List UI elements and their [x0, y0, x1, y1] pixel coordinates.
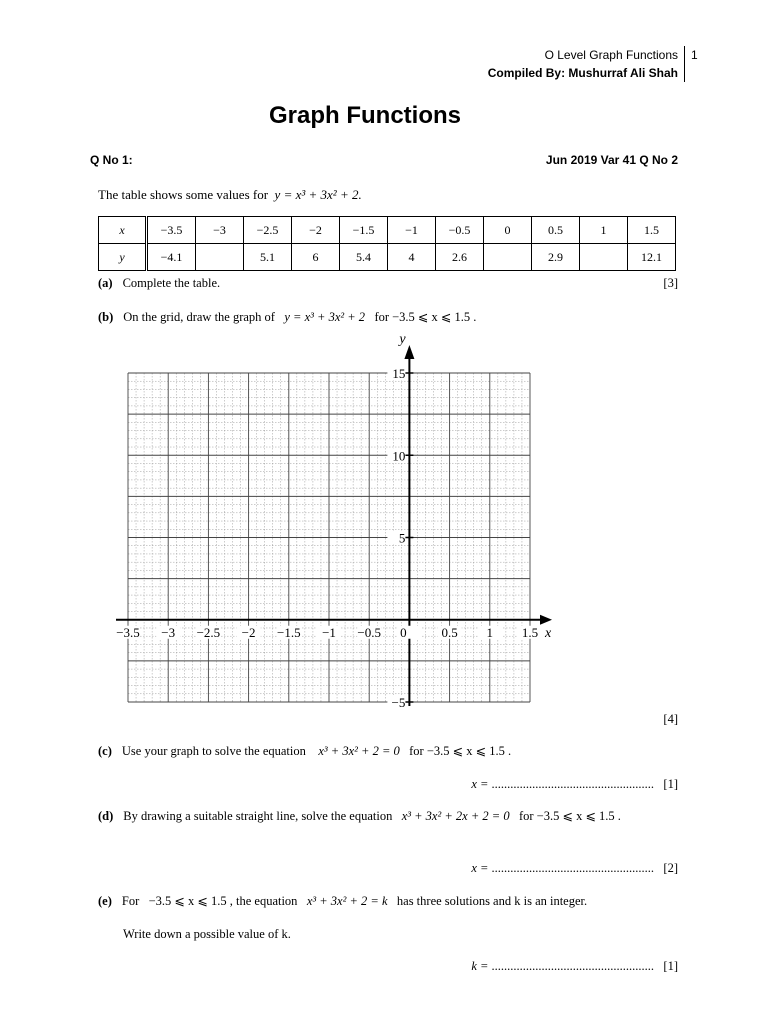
x-tick-label: −2.5 [196, 624, 221, 640]
part-c-text: Use your graph to solve the equation [121, 744, 306, 758]
part-d-answer[interactable] [471, 861, 678, 876]
x-tick-label: 0 [400, 624, 407, 640]
table-cell: 4 [388, 244, 436, 271]
table-cell: −3 [196, 217, 244, 244]
axes [116, 345, 552, 706]
table-cell: −4.1 [147, 244, 196, 271]
header-title: O Level Graph Functions [544, 48, 678, 62]
part-e-answer-line[interactable]: .................................................... [491, 959, 655, 973]
part-c [98, 743, 511, 759]
part-b-marks: [4] [663, 712, 678, 726]
header-author: Compiled By: Mushurraf Ali Shah [487, 66, 678, 80]
x-axis-label: x [545, 625, 552, 641]
part-d-answer-line[interactable]: .................................................... [491, 861, 655, 875]
part-d-marks: [2] [663, 861, 678, 875]
table-cell: 0 [484, 217, 532, 244]
table-cell: −3.5 [147, 217, 196, 244]
part-e-equation: x³ + 3x² + 2 = k [306, 894, 388, 908]
part-a-label: (a) [98, 276, 113, 290]
part-e-label: (e) [98, 894, 112, 908]
x-tick-label: 0.5 [441, 624, 458, 640]
page-title: Graph Functions [269, 102, 461, 129]
table-cell: 0.5 [532, 217, 580, 244]
x-tick-label: −3 [161, 624, 176, 640]
table-cell: 5.4 [340, 244, 388, 271]
x-axis-arrow-icon [540, 615, 552, 625]
part-e [98, 893, 587, 909]
part-c-range: for −3.5 ⩽ x ⩽ 1.5 . [409, 744, 512, 758]
x-tick-label: −1 [322, 624, 336, 640]
part-c-answer-line[interactable]: .................................................... [491, 777, 655, 791]
part-d [98, 808, 621, 824]
question-reference: Jun 2019 Var 41 Q No 2 [545, 153, 678, 167]
part-b-equation: y = x³ + 3x² + 2 [284, 310, 366, 324]
table-cell: 1.5 [628, 217, 676, 244]
part-e-text-start: For [121, 894, 140, 908]
x-tick-label: −3.5 [116, 624, 140, 640]
part-d-equation: x³ + 3x² + 2x + 2 = 0 [401, 809, 510, 823]
part-a-text: Complete the table. [122, 276, 221, 290]
part-d-text: By drawing a suitable straight line, solve the equation [123, 809, 393, 823]
x-tick-label: −0.5 [357, 624, 381, 640]
table-header-y: y [99, 244, 147, 271]
x-tick-label: −1.5 [277, 624, 301, 640]
intro-sentence: The table shows some values for [98, 187, 269, 202]
table-cell: −2 [292, 217, 340, 244]
part-e-range: −3.5 ⩽ x ⩽ 1.5 , the equation [148, 894, 298, 908]
table-header-x: x [99, 217, 147, 244]
table-cell: 12.1 [628, 244, 676, 271]
table-cell: 1 [580, 217, 628, 244]
page-number: 1 [691, 48, 698, 62]
table-cell: 2.9 [532, 244, 580, 271]
y-tick-label: 10 [392, 448, 406, 464]
part-d-answer-prefix: x = [471, 861, 489, 875]
table-cell: −0.5 [436, 217, 484, 244]
part-c-marks: [1] [663, 777, 678, 791]
part-b-text: On the grid, draw the graph of [123, 310, 275, 324]
part-e-marks: [1] [663, 959, 678, 973]
part-c-equation: x³ + 3x² + 2 = 0 [318, 744, 400, 758]
question-number: Q No 1: [90, 153, 133, 167]
part-c-answer[interactable] [471, 777, 678, 792]
x-tick-label: 1.5 [521, 624, 539, 640]
y-tick-label: 15 [392, 366, 406, 381]
x-tick-label: −2 [241, 624, 256, 640]
y-tick-label: −5 [391, 695, 406, 710]
table-cell: −1.5 [340, 217, 388, 244]
part-d-label: (d) [98, 809, 114, 823]
part-d-range: for −3.5 ⩽ x ⩽ 1.5 . [518, 809, 621, 823]
x-tick-label: 1 [486, 624, 494, 640]
part-e-text-end: has three solutions and k is an integer. [396, 894, 588, 908]
tick-labels [116, 332, 552, 710]
part-c-answer-prefix: x = [471, 777, 489, 791]
part-e-prompt: Write down a possible value of k. [123, 927, 291, 941]
intro-equation: y = x³ + 3x² + 2. [274, 187, 362, 202]
part-e-answer[interactable] [471, 959, 678, 974]
y-tick-label: 5 [398, 530, 406, 546]
part-b-range: for −3.5 ⩽ x ⩽ 1.5 . [374, 310, 477, 324]
table-cell: 6 [292, 244, 340, 271]
table-cell: 2.6 [436, 244, 484, 271]
y-axis-arrow-icon [404, 345, 414, 359]
table-cell: −2.5 [244, 217, 292, 244]
part-a-marks: [3] [663, 276, 678, 290]
table-cell: −1 [388, 217, 436, 244]
table-cell: 5.1 [244, 244, 292, 271]
part-b-label: (b) [98, 310, 114, 324]
y-axis-label: y [399, 332, 406, 347]
part-e-answer-prefix: k = [471, 959, 489, 973]
part-c-label: (c) [98, 744, 112, 758]
